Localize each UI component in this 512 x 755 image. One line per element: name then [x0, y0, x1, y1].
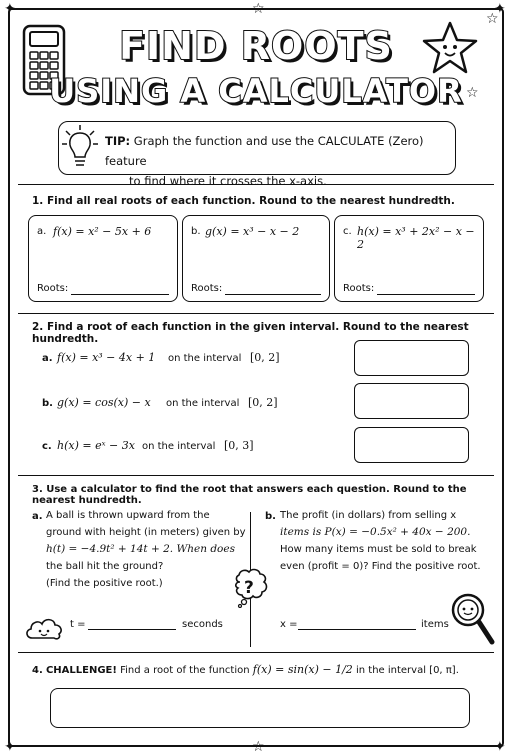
q4-tail: in the interval [0, π]. [352, 665, 459, 676]
q3-a-problem [46, 507, 246, 592]
q1-b-roots-label: Roots: [191, 283, 223, 294]
q2-a-interval-text: on the interval [168, 353, 242, 364]
q3-b-answer-line[interactable] [298, 629, 416, 630]
star-icon: ✦ [494, 1, 506, 17]
q3-a-line: h(t) = −4.9t² + 14t + 2. When does [46, 543, 235, 555]
q1-c-box [334, 215, 484, 302]
page-border [8, 8, 504, 747]
q4-expression: f(x) = sin(x) − 1/2 [252, 663, 353, 676]
question-4-heading [32, 663, 459, 676]
smiling-cloud-icon [24, 616, 64, 642]
q1-b-letter: b. [191, 226, 201, 237]
q3-b-problem [280, 507, 490, 575]
star-icon: ☆ [486, 11, 499, 27]
star-icon: ✦ [4, 1, 16, 17]
q3-b-answer-unit: items [421, 619, 449, 630]
q3-b-answer-var: x = [280, 619, 298, 630]
divider [18, 313, 494, 314]
star-icon: ☆ [466, 85, 479, 101]
q3-a-line: (Find the positive root.) [46, 578, 163, 589]
q2-b-answer-box[interactable] [354, 383, 469, 419]
question-1-heading: 1. Find all real roots of each function. Round to the nearest hundredth. [32, 195, 455, 207]
star-icon: ✦ [494, 739, 506, 755]
q3-a-answer-var: t = [70, 619, 86, 630]
q4-number: 4. [32, 665, 43, 676]
q2-c-letter: c. [42, 441, 52, 452]
q3-b-line: even (profit = 0)? Find the positive root. [280, 561, 481, 572]
q2-b-expression: g(x) = cos(x) − x [57, 396, 151, 409]
q1-a-answer-line[interactable] [71, 294, 169, 295]
q3-a-letter: a. [32, 511, 43, 522]
q3-a-line: A ball is thrown upward from the [46, 510, 210, 521]
q3-b-line: How many items must be sold to break [280, 544, 477, 555]
q3-a-answer-line[interactable] [88, 629, 176, 630]
q3-b-line: The profit (in dollars) from selling x [280, 510, 457, 521]
q2-a-expression: f(x) = x³ − 4x + 1 [57, 351, 156, 364]
divider [18, 184, 494, 185]
q2-c-interval: [0, 3] [224, 439, 254, 452]
q2-c-interval-text: on the interval [142, 441, 216, 452]
q1-c-answer-line[interactable] [377, 294, 475, 295]
divider [18, 652, 494, 653]
q2-a-letter: a. [42, 353, 53, 364]
q1-c-letter: c. [343, 226, 352, 237]
q3-a-line: ground with height (in meters) given by [46, 527, 246, 538]
q2-a-answer-box[interactable] [354, 340, 469, 376]
worksheet-title-line1: FIND ROOTS [119, 24, 393, 68]
star-icon: ☆ [252, 1, 265, 17]
magnifying-glass-icon [450, 592, 496, 648]
q2-c-answer-box[interactable] [354, 427, 469, 463]
lightbulb-icon [62, 124, 98, 170]
q1-b-box [182, 215, 330, 302]
q4-challenge-label: CHALLENGE! [45, 665, 117, 676]
q2-b-letter: b. [42, 398, 53, 409]
star-icon: ✦ [4, 739, 16, 755]
question-2-heading: 2. Find a root of each function in the given interval. Round to the nearest hundredth. [32, 321, 469, 345]
worksheet-title-line2: USING A CALCULATOR [49, 72, 463, 110]
q1-a-roots-label: Roots: [37, 283, 69, 294]
tip-line1: Graph the function and use the CALCULATE (Zero) feature [105, 134, 424, 168]
q2-b-interval-text: on the interval [166, 398, 240, 409]
tip-label: TIP: [105, 134, 131, 148]
q4-text: Find a root of the function [116, 665, 253, 676]
question-mark: ? [244, 578, 254, 598]
q1-a-letter: a. [37, 226, 47, 237]
q1-b-answer-line[interactable] [225, 294, 321, 295]
divider [18, 475, 494, 476]
q1-c-roots-label: Roots: [343, 283, 375, 294]
q1-c-expression: h(x) = x³ + 2x² − x − 2 [357, 225, 475, 251]
q3-a-line: the ball hit the ground? [46, 561, 164, 572]
star-icon: ☆ [252, 739, 265, 755]
q1-a-expression: f(x) = x² − 5x + 6 [53, 225, 152, 238]
tip-text [105, 131, 455, 191]
q4-answer-box[interactable] [50, 688, 470, 728]
q2-c-expression: h(x) = eˣ − 3x [57, 439, 135, 452]
q2-b-interval: [0, 2] [248, 396, 278, 409]
q3-a-answer-unit: seconds [182, 619, 223, 630]
question-3-heading: 3. Use a calculator to find the root that answers each question. Round to the nearest hundredth. [32, 484, 467, 506]
q1-a-box [28, 215, 178, 302]
q3-b-line: items is P(x) = −0.5x² + 40x − 200. [280, 526, 471, 538]
q2-a-interval: [0, 2] [250, 351, 280, 364]
q1-b-expression: g(x) = x³ − x − 2 [205, 225, 300, 238]
q3-b-letter: b. [265, 511, 276, 522]
tip-line2: to find where it crosses the x-axis. [129, 174, 327, 188]
